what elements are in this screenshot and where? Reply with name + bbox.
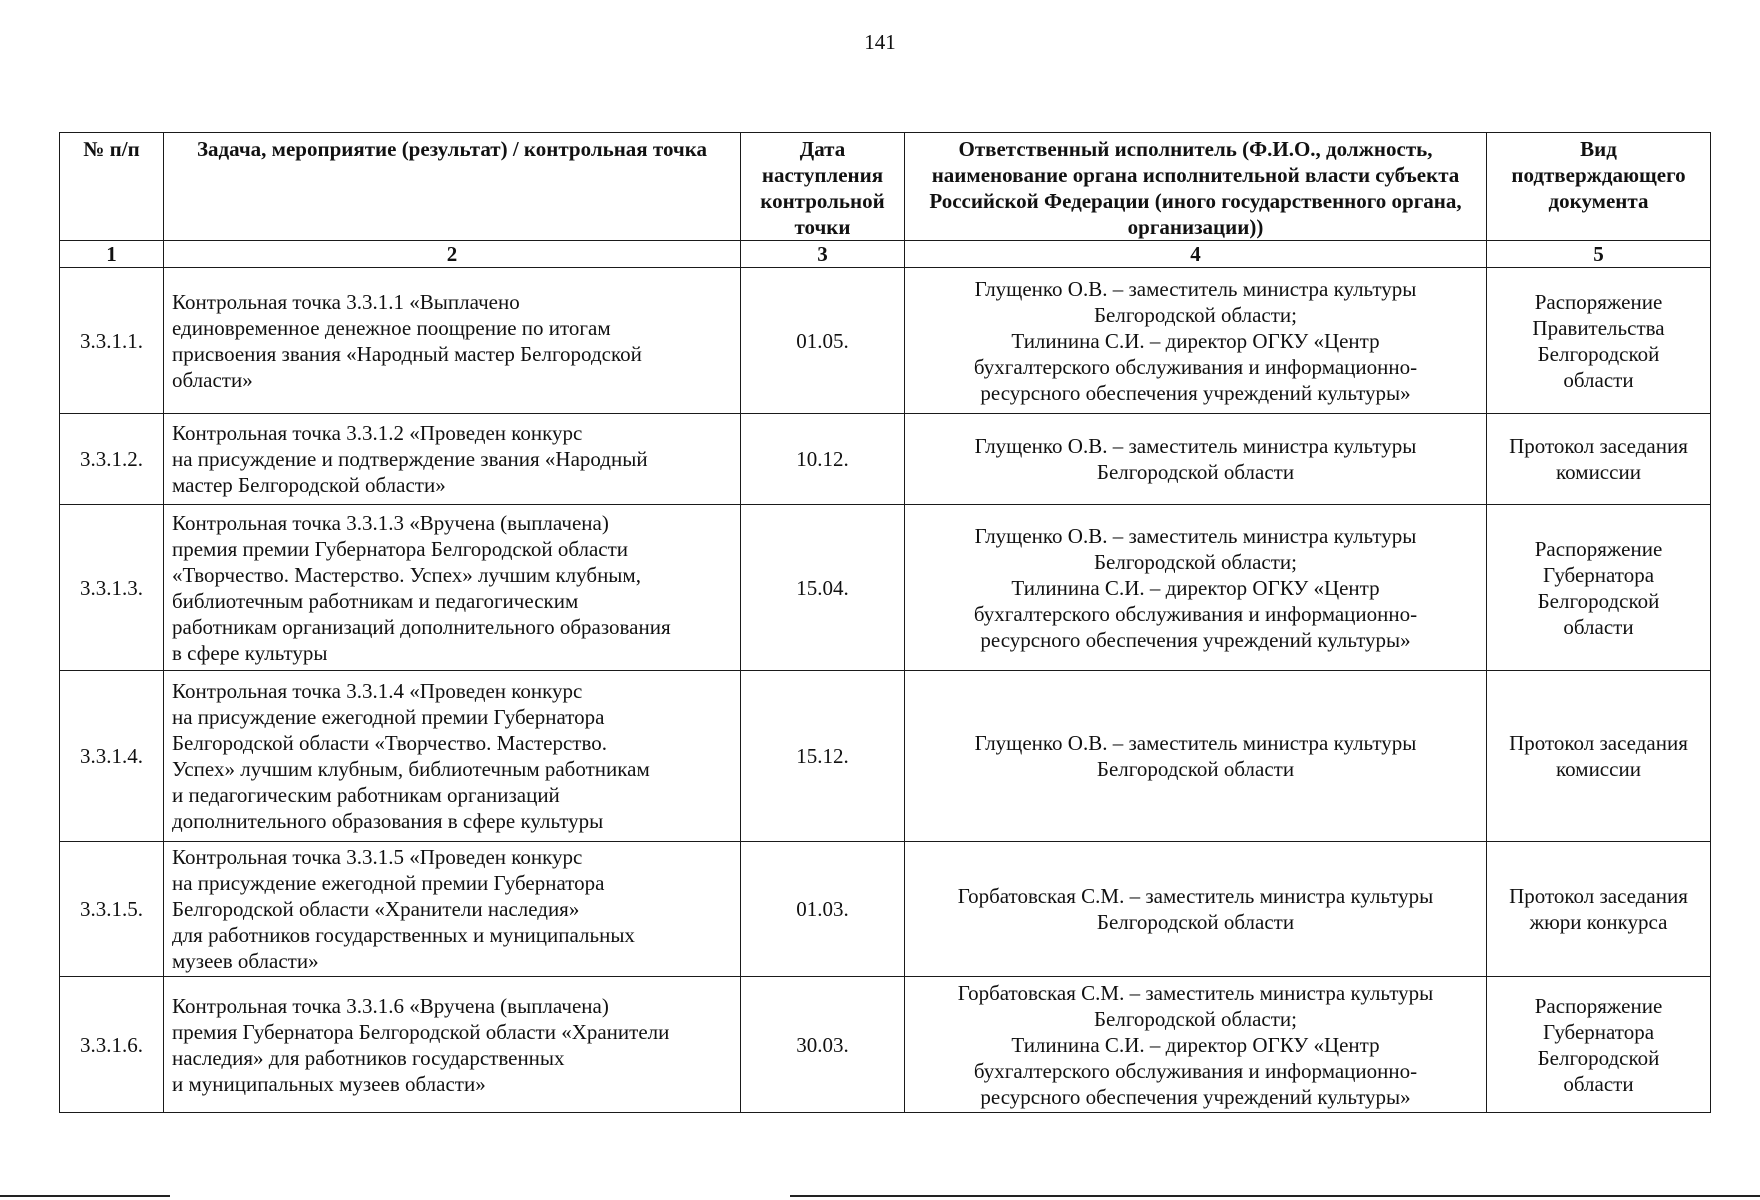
- row-number: 3.3.1.6.: [60, 977, 164, 1113]
- control-points-table: [59, 132, 1711, 1113]
- header-task: Задача, мероприятие (результат) / контрольная точка: [164, 133, 741, 241]
- row-executor: Глущенко О.В. – заместитель министра культуры Белгородской области: [905, 414, 1487, 505]
- row-date: 01.03.: [741, 842, 905, 977]
- row-executor: Горбатовская С.М. – заместитель министра культуры Белгородской области; Тилинина С.И. – директор ОГКУ «Центр бухгалтерского обслуживания и информационно- ресурсного обеспечения учреждений культуры»: [905, 977, 1487, 1113]
- row-executor: Глущенко О.В. – заместитель министра культуры Белгородской области: [905, 671, 1487, 842]
- table-row: [60, 268, 1711, 414]
- row-executor: Горбатовская С.М. – заместитель министра культуры Белгородской области: [905, 842, 1487, 977]
- table-row: [60, 505, 1711, 671]
- row-date: 10.12.: [741, 414, 905, 505]
- row-number: 3.3.1.2.: [60, 414, 164, 505]
- table-row: [60, 977, 1711, 1113]
- table-row: [60, 842, 1711, 977]
- row-date: 01.05.: [741, 268, 905, 414]
- header-executor: Ответственный исполнитель (Ф.И.О., должность, наименование органа исполнительной власти субъекта Российской Федерации (иного государственного органа, организации)): [905, 133, 1487, 241]
- table-row: [60, 414, 1711, 505]
- row-document: Распоряжение Губернатора Белгородской области: [1487, 505, 1711, 671]
- header-date: Дата наступления контрольной точки: [741, 133, 905, 241]
- column-number: 1: [60, 241, 164, 268]
- column-number: 2: [164, 241, 741, 268]
- row-task: Контрольная точка 3.3.1.5 «Проведен конкурс на присуждение ежегодной премии Губернатора Белгородской области «Хранители наследия» для работников государственных и муниципальных музеев области»: [164, 842, 741, 977]
- row-document: Протокол заседания комиссии: [1487, 671, 1711, 842]
- table-header-row: [60, 133, 1711, 241]
- bottom-rule-left: [0, 1195, 170, 1197]
- row-number: 3.3.1.1.: [60, 268, 164, 414]
- row-document: Протокол заседания жюри конкурса: [1487, 842, 1711, 977]
- row-document: Протокол заседания комиссии: [1487, 414, 1711, 505]
- page-number: 141: [864, 30, 896, 54]
- row-executor: Глущенко О.В. – заместитель министра культуры Белгородской области; Тилинина С.И. – директор ОГКУ «Центр бухгалтерского обслуживания и информационно- ресурсного обеспечения учреждений культуры»: [905, 268, 1487, 414]
- header-document: Вид подтверждающего документа: [1487, 133, 1711, 241]
- column-number: 5: [1487, 241, 1711, 268]
- row-number: 3.3.1.3.: [60, 505, 164, 671]
- row-number: 3.3.1.5.: [60, 842, 164, 977]
- row-date: 30.03.: [741, 977, 905, 1113]
- row-task: Контрольная точка 3.3.1.6 «Вручена (выплачена) премия Губернатора Белгородской области «Хранители наследия» для работников государственных и муниципальных музеев области»: [164, 977, 741, 1113]
- column-numbers-row: [60, 241, 1711, 268]
- column-number: 3: [741, 241, 905, 268]
- row-date: 15.12.: [741, 671, 905, 842]
- bottom-rule-right: [790, 1195, 1760, 1197]
- row-document: Распоряжение Правительства Белгородской области: [1487, 268, 1711, 414]
- row-date: 15.04.: [741, 505, 905, 671]
- header-number: № п/п: [60, 133, 164, 241]
- row-number: 3.3.1.4.: [60, 671, 164, 842]
- row-task: Контрольная точка 3.3.1.3 «Вручена (выплачена) премия премии Губернатора Белгородской области «Творчество. Мастерство. Успех» лучшим клубным, библиотечным работникам и педагогическим работникам организаций дополнительного образования в сфере культуры: [164, 505, 741, 671]
- column-number: 4: [905, 241, 1487, 268]
- row-task: Контрольная точка 3.3.1.2 «Проведен конкурс на присуждение и подтверждение звания «Народный мастер Белгородской области»: [164, 414, 741, 505]
- row-document: Распоряжение Губернатора Белгородской области: [1487, 977, 1711, 1113]
- row-task: Контрольная точка 3.3.1.4 «Проведен конкурс на присуждение ежегодной премии Губернатора Белгородской области «Творчество. Мастерство. Успех» лучшим клубным, библиотечным работникам и педагогическим работникам организаций дополнительного образования в сфере культуры: [164, 671, 741, 842]
- row-executor: Глущенко О.В. – заместитель министра культуры Белгородской области; Тилинина С.И. – директор ОГКУ «Центр бухгалтерского обслуживания и информационно- ресурсного обеспечения учреждений культуры»: [905, 505, 1487, 671]
- table-row: [60, 671, 1711, 842]
- row-task: Контрольная точка 3.3.1.1 «Выплачено единовременное денежное поощрение по итогам присвоения звания «Народный мастер Белгородской области»: [164, 268, 741, 414]
